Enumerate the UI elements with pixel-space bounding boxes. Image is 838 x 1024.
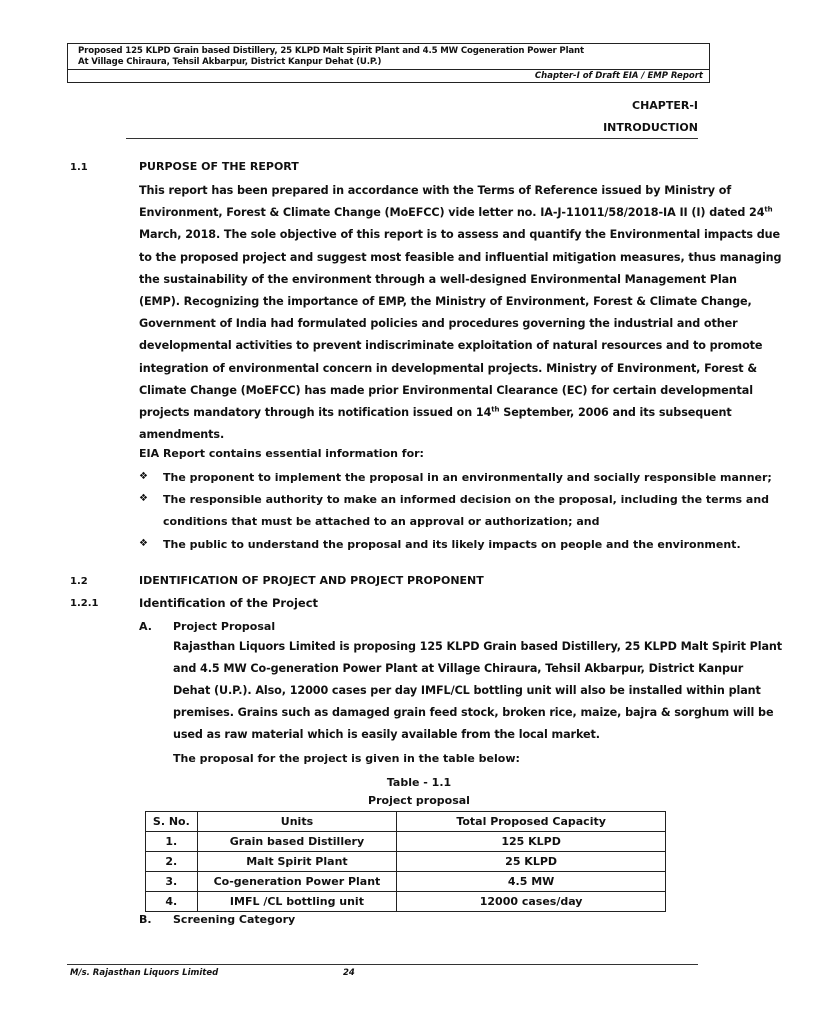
purpose-paragraph: [139, 180, 782, 446]
diamond-bullet-icon: ❖: [139, 471, 148, 482]
section-number: 1.2: [70, 576, 88, 587]
item-label-a: A.: [139, 620, 152, 633]
page-number: 24: [343, 968, 355, 978]
diamond-bullet-icon: ❖: [139, 538, 148, 549]
table-row: [146, 872, 666, 892]
item-title-b: Screening Category: [173, 913, 296, 926]
table-header-row: [146, 812, 666, 832]
chapter-label: CHAPTER-I: [632, 99, 698, 112]
column-header: Total Proposed Capacity: [397, 812, 666, 832]
title-rule: [126, 138, 698, 139]
paragraph-line: and 4.5 MW Co-generation Power Plant at Village Chiraura, Tehsil Akbarpur, District Kanpur: [173, 662, 744, 675]
column-header: Units: [197, 812, 397, 832]
table-cell: IMFL /CL bottling unit: [197, 892, 397, 912]
paragraph-line: Climate Change (MoEFCC) has made prior Environmental Clearance (EC) for certain developmental: [139, 383, 753, 397]
section-number: 1.1: [70, 162, 88, 173]
item-label-b: B.: [139, 913, 152, 926]
table-row: [146, 892, 666, 912]
paragraph-line: integration of environmental concern in developmental projects. Ministry of Environment, Forest &: [139, 361, 757, 375]
table-row: [146, 832, 666, 852]
paragraph-line: amendments.: [139, 428, 225, 442]
header-chapter-ref: Chapter-I of Draft EIA / EMP Report: [534, 71, 703, 81]
item-title-a: Project Proposal: [173, 620, 276, 633]
table-intro: The proposal for the project is given in the table below:: [173, 752, 520, 765]
table-cell: 1.: [146, 832, 198, 852]
column-header: S. No.: [146, 812, 198, 832]
paragraph-line: This report has been prepared in accordance with the Terms of Reference issued by Ministry of: [139, 184, 732, 197]
table-subtitle: Project proposal: [368, 794, 470, 807]
subsection-title: Identification of the Project: [139, 596, 319, 610]
paragraph-line: Dehat (U.P.). Also, 12000 cases per day IMFL/CL bottling unit will also be installed within plant: [173, 684, 761, 697]
table-cell: Grain based Distillery: [197, 832, 397, 852]
section-title: PURPOSE OF THE REPORT: [139, 160, 299, 173]
footer-company: M/s. Rajasthan Liquors Limited: [70, 968, 219, 978]
subsection-number: 1.2.1: [70, 598, 99, 609]
table-cell: 2.: [146, 852, 198, 872]
paragraph-line: Rajasthan Liquors Limited is proposing 125 KLPD Grain based Distillery, 25 KLPD Malt Spirit Plant: [173, 640, 783, 653]
eia-intro: EIA Report contains essential information for:: [139, 447, 424, 460]
diamond-bullet-icon: ❖: [139, 493, 148, 504]
project-proposal-table: [145, 811, 666, 912]
table-row: [146, 852, 666, 872]
header-title-line1: Proposed 125 KLPD Grain based Distillery, 25 KLPD Malt Spirit Plant and 4.5 MW Cogeneration Power Plant: [78, 46, 584, 56]
table-cell: 25 KLPD: [397, 852, 666, 872]
footer-rule: [67, 964, 698, 965]
table-cell: 3.: [146, 872, 198, 892]
table-cell: 4.: [146, 892, 198, 912]
paragraph-line: the sustainability of the environment through a well-designed Environmental Management Plan: [139, 272, 737, 286]
paragraph-line: Environment, Forest & Climate Change (MoEFCC) vide letter no. IA-J-11011/58/2018-IA II (I) dated 24th: [139, 205, 773, 220]
paragraph-line: premises. Grains such as damaged grain feed stock, broken rice, maize, bajra & sorghum will be: [173, 706, 774, 719]
paragraph-line: (EMP). Recognizing the importance of EMP, the Ministry of Environment, Forest & Climate Change,: [139, 294, 752, 308]
header-divider: [68, 69, 709, 70]
paragraph-line: used as raw material which is easily available from the local market.: [173, 728, 600, 741]
table-cell: Malt Spirit Plant: [197, 852, 397, 872]
paragraph-line: Government of India had formulated policies and procedures governing the industrial and other: [139, 317, 738, 331]
chapter-title: INTRODUCTION: [603, 121, 698, 134]
header-title-line2: At Village Chiraura, Tehsil Akbarpur, District Kanpur Dehat (U.P.): [78, 57, 382, 67]
paragraph-line: projects mandatory through its notification issued on 14th September, 2006 and its subsequent: [139, 405, 732, 419]
paragraph-line: March, 2018. The sole objective of this report is to assess and quantify the Environmental impacts due: [139, 228, 780, 242]
project-proposal-paragraph: [173, 636, 783, 746]
table-cell: 4.5 MW: [397, 872, 666, 892]
table-caption: Table - 1.1: [386, 776, 452, 789]
page-header: [67, 43, 710, 83]
section-title: IDENTIFICATION OF PROJECT AND PROJECT PROPONENT: [139, 574, 484, 587]
paragraph-line: to the proposed project and suggest most feasible and influential mitigation measures, thus managing: [139, 250, 782, 264]
table-cell: 12000 cases/day: [397, 892, 666, 912]
table-cell: Co-generation Power Plant: [197, 872, 397, 892]
paragraph-line: developmental activities to prevent indiscriminate exploitation of natural resources and to promote: [139, 339, 763, 353]
table-cell: 125 KLPD: [397, 832, 666, 852]
